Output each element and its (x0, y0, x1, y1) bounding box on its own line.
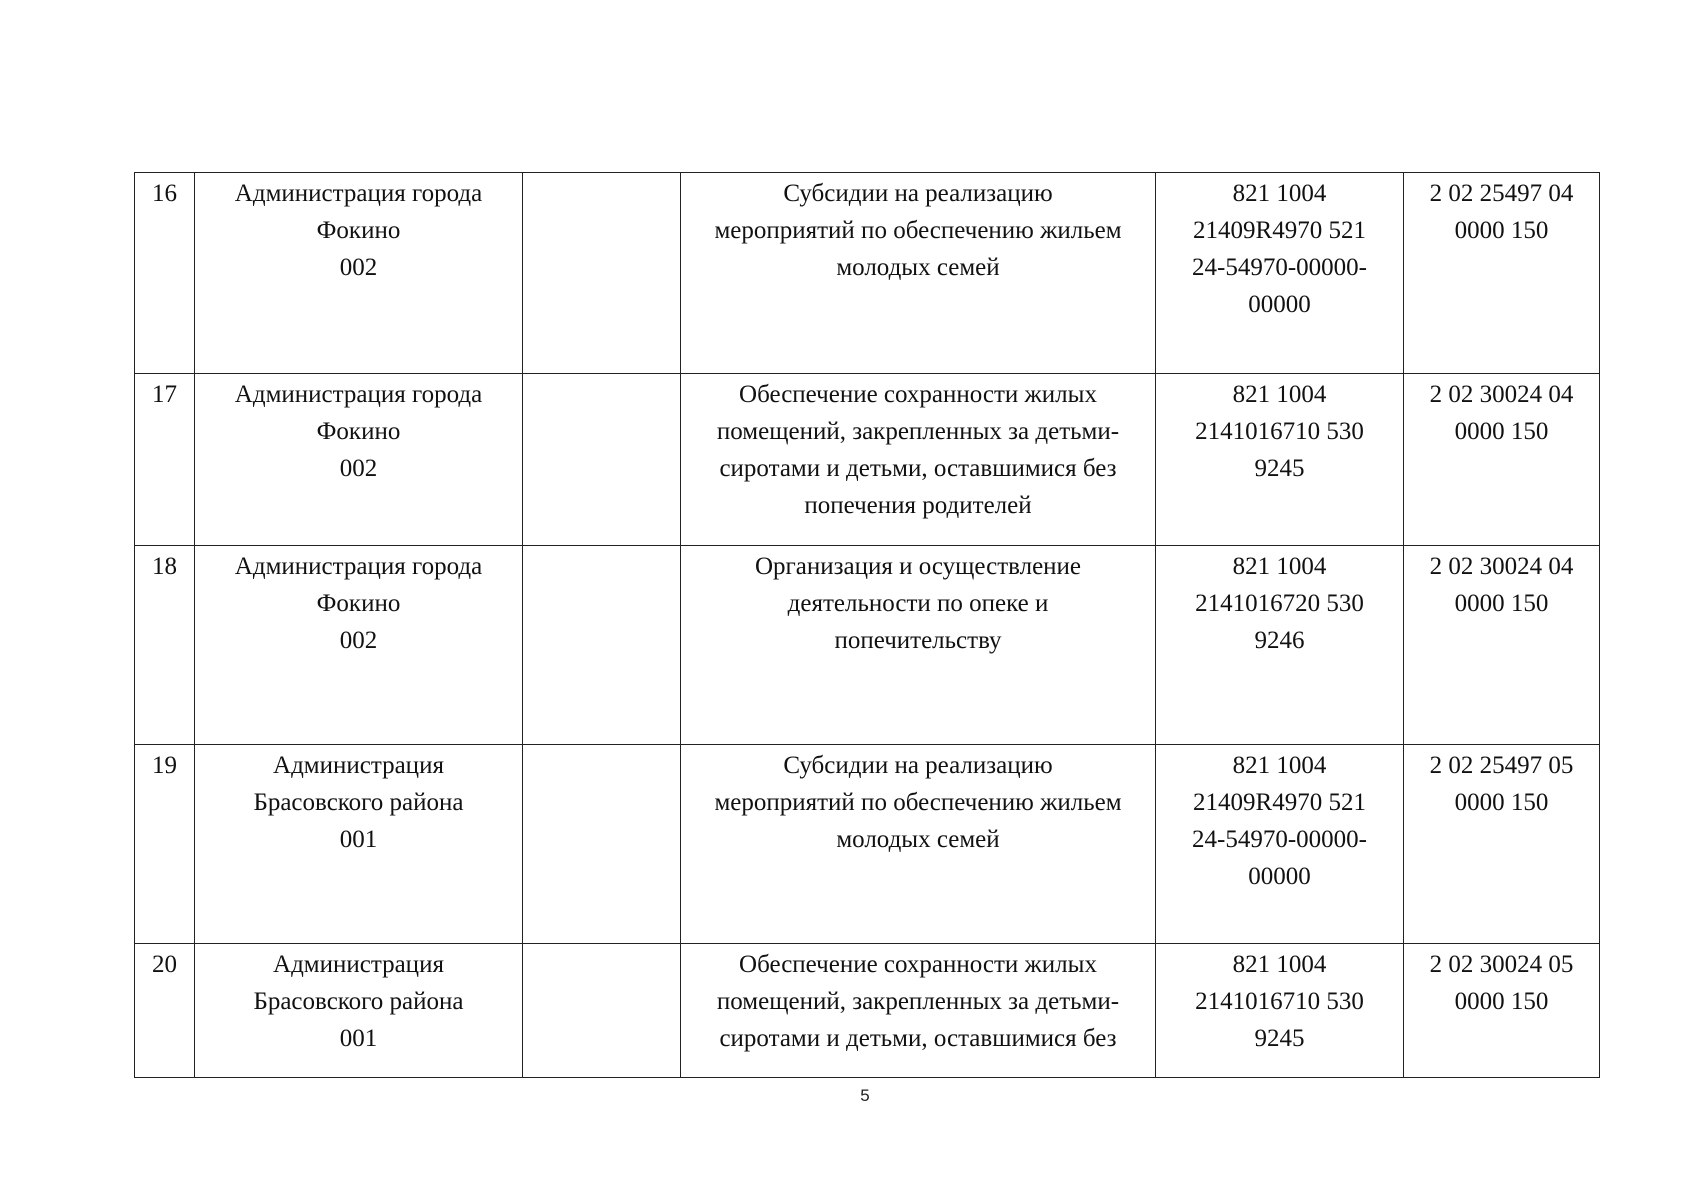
organization-cell: Администрация города Фокино 002 (195, 546, 523, 745)
table-row (135, 944, 1600, 1078)
row-number: 20 (135, 944, 195, 1078)
budget-code-cell: 821 1004 21409R4970 521 24-54970-00000- 00000 (1156, 745, 1404, 944)
table-row (135, 173, 1600, 374)
budget-code-cell: 821 1004 2141016710 530 9245 (1156, 944, 1404, 1078)
page-number: 5 (860, 1086, 870, 1105)
organization-cell: Администрация города Фокино 002 (195, 173, 523, 374)
empty-cell (523, 173, 681, 374)
row-number: 17 (135, 374, 195, 546)
row-number: 16 (135, 173, 195, 374)
row-number: 19 (135, 745, 195, 944)
table-row (135, 546, 1600, 745)
revenue-code-cell: 2 02 25497 05 0000 150 (1404, 745, 1600, 944)
description-cell: Обеспечение сохранности жилых помещений, закрепленных за детьми- сиротами и детьми, оставшимися без (681, 944, 1156, 1078)
description-cell: Обеспечение сохранности жилых помещений, закрепленных за детьми- сиротами и детьми, оставшимися без попечения родителей (681, 374, 1156, 546)
empty-cell (523, 944, 681, 1078)
empty-cell (523, 745, 681, 944)
row-number: 18 (135, 546, 195, 745)
organization-cell: Администрация Брасовского района 001 (195, 745, 523, 944)
budget-code-cell: 821 1004 2141016710 530 9245 (1156, 374, 1404, 546)
revenue-code-cell: 2 02 30024 05 0000 150 (1404, 944, 1600, 1078)
budget-code-cell: 821 1004 2141016720 530 9246 (1156, 546, 1404, 745)
budget-code-cell: 821 1004 21409R4970 521 24-54970-00000- 00000 (1156, 173, 1404, 374)
empty-cell (523, 546, 681, 745)
table-row (135, 745, 1600, 944)
organization-cell: Администрация Брасовского района 001 (195, 944, 523, 1078)
empty-cell (523, 374, 681, 546)
description-cell: Организация и осуществление деятельности по опеке и попечительству (681, 546, 1156, 745)
transfers-table (134, 172, 1600, 1078)
revenue-code-cell: 2 02 30024 04 0000 150 (1404, 374, 1600, 546)
revenue-code-cell: 2 02 30024 04 0000 150 (1404, 546, 1600, 745)
table-row (135, 374, 1600, 546)
table-body (135, 173, 1600, 1078)
revenue-code-cell: 2 02 25497 04 0000 150 (1404, 173, 1600, 374)
description-cell: Субсидии на реализацию мероприятий по обеспечению жильем молодых семей (681, 745, 1156, 944)
organization-cell: Администрация города Фокино 002 (195, 374, 523, 546)
description-cell: Субсидии на реализацию мероприятий по обеспечению жильем молодых семей (681, 173, 1156, 374)
